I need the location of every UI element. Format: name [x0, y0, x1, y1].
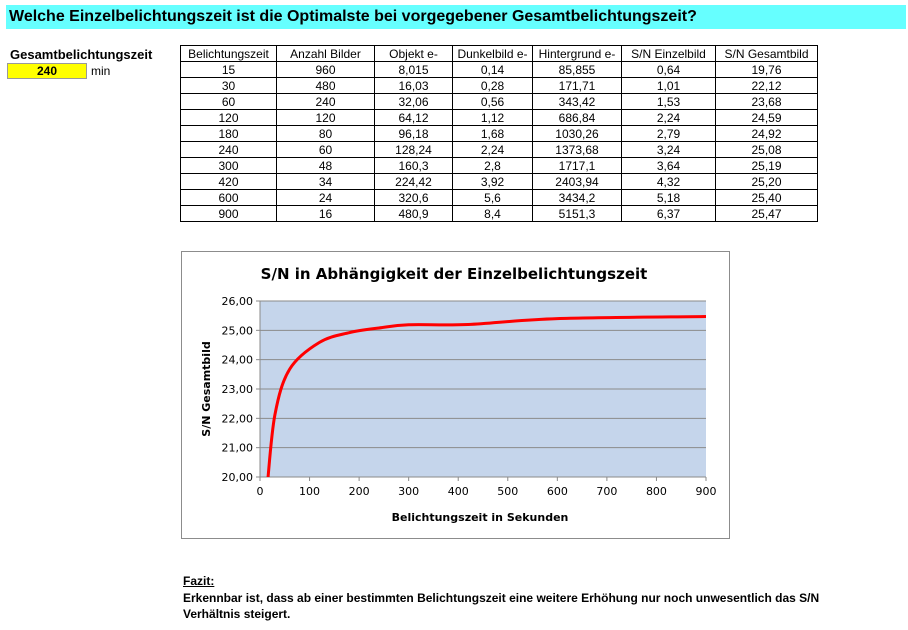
table-cell[interactable]: 5,6 — [453, 190, 533, 206]
table-cell[interactable]: 25,08 — [716, 142, 818, 158]
table-body — [181, 62, 818, 222]
table-cell[interactable]: 16,03 — [375, 78, 453, 94]
column-header: Anzahl Bilder — [277, 46, 375, 62]
x-tick-label: 400 — [447, 485, 469, 498]
table-cell[interactable]: 343,42 — [533, 94, 622, 110]
table-cell[interactable]: 96,18 — [375, 126, 453, 142]
total-exposure-label: Gesamtbelichtungszeit — [10, 47, 153, 62]
conclusion-heading: Fazit: — [183, 574, 215, 588]
table-cell[interactable]: 600 — [181, 190, 277, 206]
table-row — [181, 94, 818, 110]
y-tick-label: 21,00 — [221, 441, 253, 455]
table-cell[interactable]: 64,12 — [375, 110, 453, 126]
table-cell[interactable]: 8,015 — [375, 62, 453, 78]
table-cell[interactable]: 1,12 — [453, 110, 533, 126]
table-cell[interactable]: 1,68 — [453, 126, 533, 142]
table-cell[interactable]: 85,855 — [533, 62, 622, 78]
table-cell[interactable]: 0,64 — [622, 62, 716, 78]
table-cell[interactable]: 2,8 — [453, 158, 533, 174]
table-cell[interactable]: 25,40 — [716, 190, 818, 206]
table-cell[interactable]: 2,24 — [453, 142, 533, 158]
table-cell[interactable]: 120 — [181, 110, 277, 126]
x-tick-label: 800 — [645, 485, 667, 498]
table-cell[interactable]: 686,84 — [533, 110, 622, 126]
table-cell[interactable]: 48 — [277, 158, 375, 174]
table-row — [181, 62, 818, 78]
table-cell[interactable]: 24,59 — [716, 110, 818, 126]
table-cell[interactable]: 8,4 — [453, 206, 533, 222]
table-cell[interactable]: 120 — [277, 110, 375, 126]
table-cell[interactable]: 60 — [277, 142, 375, 158]
x-tick-labels — [257, 485, 717, 498]
table-cell[interactable]: 1,53 — [622, 94, 716, 110]
table-cell[interactable]: 1373,68 — [533, 142, 622, 158]
chart-title: S/N in Abhängigkeit der Einzelbelichtungszeit — [260, 265, 648, 283]
conclusion-text: Erkennbar ist, dass ab einer bestimmten Belichtungszeit eine weitere Erhöhung nur noch unwesentlich das S/N Verhältnis steigert. — [183, 591, 820, 621]
x-tick-label: 500 — [497, 485, 519, 498]
table-header-row — [181, 46, 818, 62]
table-cell[interactable]: 6,37 — [622, 206, 716, 222]
table-cell[interactable]: 1,01 — [622, 78, 716, 94]
table-row — [181, 142, 818, 158]
table-cell[interactable]: 1717,1 — [533, 158, 622, 174]
table-cell[interactable]: 171,71 — [533, 78, 622, 94]
table-cell[interactable]: 2403,94 — [533, 174, 622, 190]
column-header: Dunkelbild e- — [453, 46, 533, 62]
x-tick-label: 700 — [596, 485, 618, 498]
table-cell[interactable]: 0,28 — [453, 78, 533, 94]
table-row — [181, 206, 818, 222]
table-cell[interactable]: 3,24 — [622, 142, 716, 158]
x-tick-label: 600 — [546, 485, 568, 498]
page-title: Welche Einzelbelichtungszeit ist die Optimalste bei vorgegebener Gesamtbelichtungszeit? — [6, 5, 906, 29]
table-cell[interactable]: 900 — [181, 206, 277, 222]
table-cell[interactable]: 2,79 — [622, 126, 716, 142]
table-cell[interactable]: 32,06 — [375, 94, 453, 110]
table-cell[interactable]: 0,56 — [453, 94, 533, 110]
table-cell[interactable]: 15 — [181, 62, 277, 78]
y-tick-labels — [222, 295, 254, 484]
x-tick-label: 300 — [398, 485, 420, 498]
total-exposure-unit: min — [91, 64, 111, 78]
table-cell[interactable]: 25,20 — [716, 174, 818, 190]
table-cell[interactable]: 3434,2 — [533, 190, 622, 206]
table-cell[interactable]: 2,24 — [622, 110, 716, 126]
table-cell[interactable]: 224,42 — [375, 174, 453, 190]
x-tick-label: 900 — [695, 485, 717, 498]
table-cell[interactable]: 180 — [181, 126, 277, 142]
sn-line-chart — [182, 252, 729, 538]
table-cell[interactable]: 320,6 — [375, 190, 453, 206]
table-cell[interactable]: 4,32 — [622, 174, 716, 190]
table-cell[interactable]: 128,24 — [375, 142, 453, 158]
table-cell[interactable]: 60 — [181, 94, 277, 110]
column-header: Hintergrund e- — [533, 46, 622, 62]
y-tick-label: 25,00 — [221, 324, 253, 338]
table-cell[interactable]: 240 — [181, 142, 277, 158]
table-cell[interactable]: 960 — [277, 62, 375, 78]
table-row — [181, 190, 818, 206]
y-tick-label: 22,00 — [221, 412, 253, 426]
table-cell[interactable]: 5,18 — [622, 190, 716, 206]
x-tick-label: 100 — [299, 485, 321, 498]
y-tick-label: 26,00 — [221, 295, 253, 308]
table-cell[interactable]: 24 — [277, 190, 375, 206]
y-tick-label: 20,00 — [221, 471, 253, 484]
table-cell[interactable]: 80 — [277, 126, 375, 142]
column-header: S/N Einzelbild — [622, 46, 716, 62]
column-header: Belichtungszeit — [181, 46, 277, 62]
table-cell[interactable]: 240 — [277, 94, 375, 110]
table-cell[interactable]: 300 — [181, 158, 277, 174]
y-tick-label: 24,00 — [221, 353, 253, 367]
table-cell[interactable]: 23,68 — [716, 94, 818, 110]
total-exposure-input-cell[interactable]: 240 — [7, 63, 87, 79]
table-cell[interactable]: 25,19 — [716, 158, 818, 174]
x-tick-label: 200 — [348, 485, 370, 498]
chart-container[interactable] — [181, 251, 730, 539]
table-cell[interactable]: 3,92 — [453, 174, 533, 190]
table-cell[interactable]: 480 — [277, 78, 375, 94]
table-cell[interactable]: 30 — [181, 78, 277, 94]
y-axis-label: S/N Gesamtbild — [200, 341, 213, 437]
table-cell[interactable]: 480,9 — [375, 206, 453, 222]
column-header: Objekt e- — [375, 46, 453, 62]
table-cell[interactable]: 0,14 — [453, 62, 533, 78]
table-row — [181, 174, 818, 190]
table-cell[interactable]: 1030,26 — [533, 126, 622, 142]
x-axis-label: Belichtungszeit in Sekunden — [391, 511, 569, 524]
x-tick-label: 0 — [256, 485, 264, 498]
table-cell[interactable]: 160,3 — [375, 158, 453, 174]
table-row — [181, 126, 818, 142]
column-header: S/N Gesamtbild — [716, 46, 818, 62]
table-cell[interactable]: 34 — [277, 174, 375, 190]
table-cell[interactable]: 25,47 — [716, 206, 818, 222]
table-cell[interactable]: 16 — [277, 206, 375, 222]
table-row — [181, 158, 818, 174]
table-cell[interactable]: 22,12 — [716, 78, 818, 94]
exposure-table — [180, 45, 818, 222]
table-cell[interactable]: 24,92 — [716, 126, 818, 142]
table-cell[interactable]: 19,76 — [716, 62, 818, 78]
y-tick-label: 23,00 — [221, 383, 253, 396]
table-row — [181, 78, 818, 94]
table-cell[interactable]: 5151,3 — [533, 206, 622, 222]
table-row — [181, 110, 818, 126]
table-cell[interactable]: 3,64 — [622, 158, 716, 174]
table-cell[interactable]: 420 — [181, 174, 277, 190]
